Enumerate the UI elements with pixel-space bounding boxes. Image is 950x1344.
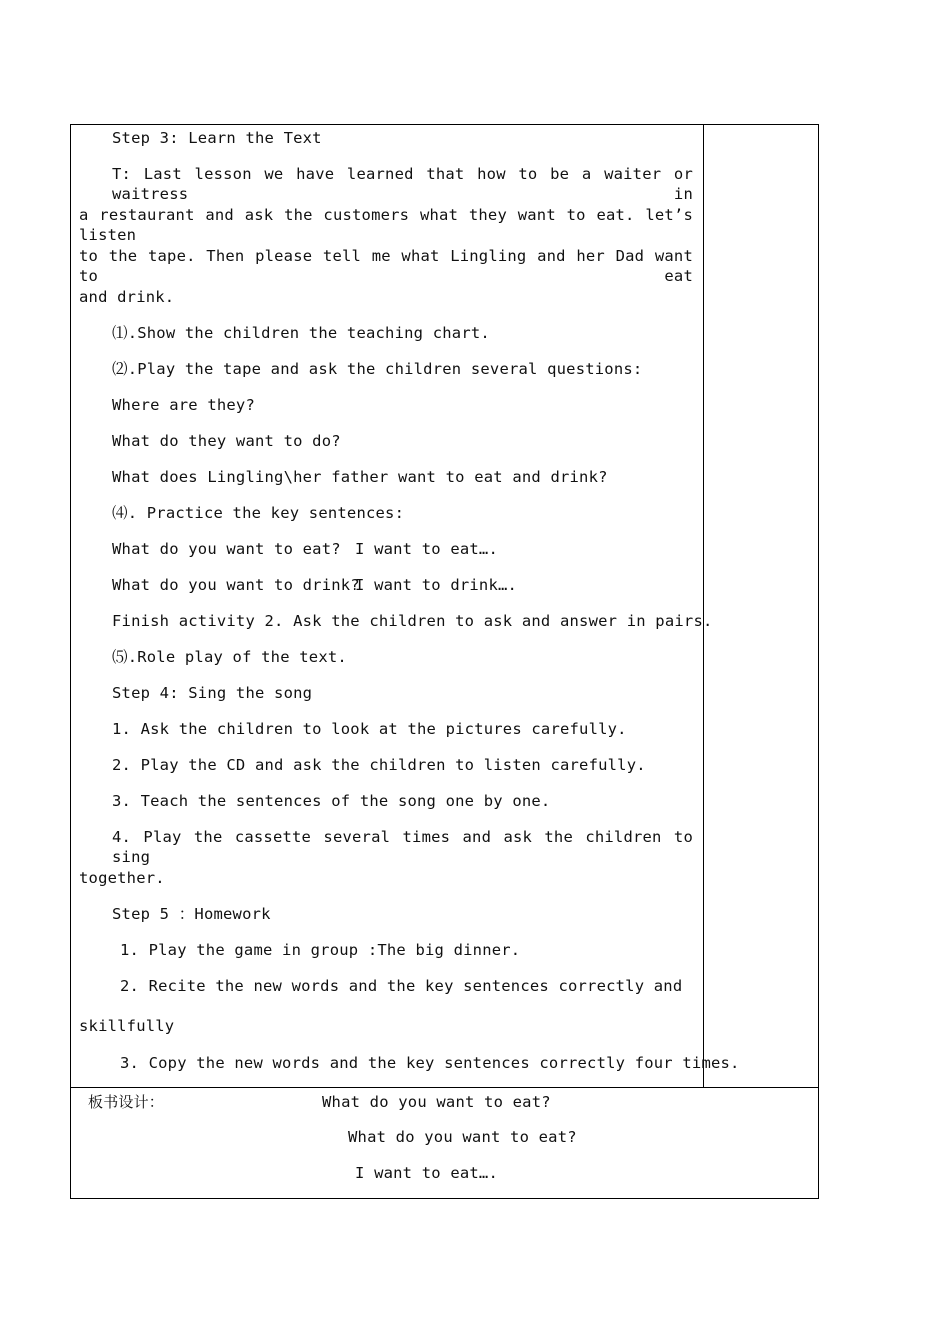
step4-title: Step 4: Sing the song [112,684,313,702]
list-item: 1. Play the game in group :The big dinner. [120,941,521,959]
table-border-bottom [70,1198,819,1199]
list-item: 1. Ask the children to look at the pictures carefully. [112,720,627,738]
board-label: 板书设计： [88,1093,165,1111]
list-item: 2. Play the CD and ask the children to listen carefully. [112,756,646,774]
step3-title: Step 3: Learn the Text [112,129,322,147]
table-row-divider [70,1087,819,1088]
table-border-left [70,124,71,1199]
step5-title: Step 5 ：Homework [112,905,271,923]
table-column-divider [703,124,704,1088]
list-item: ⑴.Show the children the teaching chart. [112,324,490,342]
list-item: ⑸.Role play of the text. [112,648,347,666]
key-sentence-question: What do you want to drink? [112,576,360,594]
board-line: I want to eat…. [355,1164,498,1182]
activity-line: Finish activity 2. Ask the children to ask and answer in pairs. [112,612,713,630]
board-line: What do you want to eat? [348,1128,577,1146]
list-item-continuation: together. [79,869,165,887]
list-item: ⑷. Practice the key sentences: [112,504,405,522]
list-item: 4. Play the cassette several times and ask the children to sing [112,828,693,866]
key-sentence-answer: I want to drink…. [355,576,518,594]
list-item: 3. Copy the new words and the key sentences correctly four times. [120,1054,740,1072]
question: What does Lingling\her father want to eat and drink? [112,468,608,486]
key-sentence-answer: I want to eat…. [355,540,498,558]
paragraph-line: a restaurant and ask the customers what they want to eat. let’s listen [79,206,693,244]
list-item: 2. Recite the new words and the key sentences correctly and [120,977,683,995]
list-item: 3. Teach the sentences of the song one by one. [112,792,551,810]
board-line: What do you want to eat? [322,1093,551,1111]
table-border-top [70,124,819,125]
question: Where are they? [112,396,255,414]
paragraph-line: to the tape. Then please tell me what Lingling and her Dad want to eat [79,247,693,285]
list-item-continuation: skillfully [79,1017,175,1035]
key-sentence-question: What do you want to eat? [112,540,341,558]
table-border-right [818,124,819,1199]
list-item: ⑵.Play the tape and ask the children several questions: [112,360,643,378]
paragraph-line: and drink. [79,288,175,306]
question: What do they want to do? [112,432,341,450]
paragraph-line: T: Last lesson we have learned that how to be a waiter or waitress in [112,165,693,203]
